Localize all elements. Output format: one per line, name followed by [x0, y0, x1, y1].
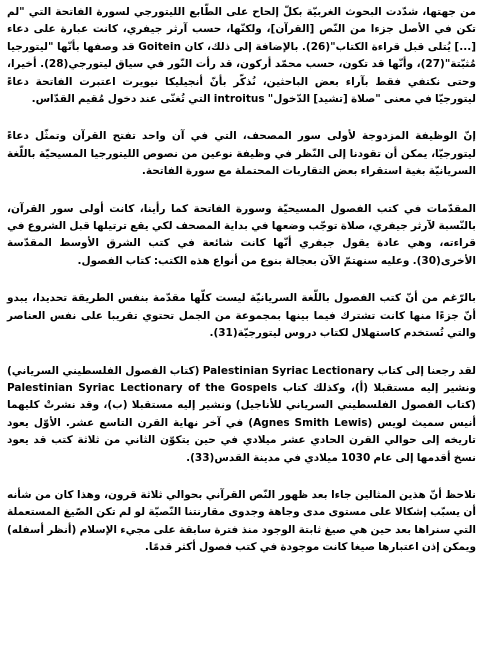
paragraph-syriac-lectionaries: بالرّغم من أنّ كتب الفصول باللّغة السريانيّة ليست كلّها مقدّمة بنفس الطريقة تحديدا، يبدو أنّ جزءًا منها كانت تشترك فيما بينها بمجموعة من الجمل تحتوي تقريبا على نفس العناصر والتي تُستخدم كاستهلال لكتاب دروس ليتورجيّة(31). [7, 292, 476, 340]
paragraph-fatiha-liturgical: من جهتها، شدّدت البحوث الغربيّة بكلّ إلحاح على الطّابع الليتورجي لسورة الفاتحة التي "لم تكن في الأصل جزءا من النّص [القرآن]، ولكنّها، حسب آرثر جيفري، كانت عبارة على دعاء [...] يُتلى قبل قراءة الكتاب"(26). بالإضافة إلى ذلك، كان Goitein قد وصفها بأنّها "ليتورجيا مُثبّتة"(27)، وأنّها قد تكون، حسب محمّد أركون، قد رأت النّور في سياق ليتورجي(28). أخيرا، وحتى نكتفي فقط بآراء بعض الباحثين، نُذكّر بأنّ أنجيليكا نيويرت اعتبرت الفاتحة دعاءً ليتورجيّا في معنى "صلاة [تشيد] الدّخول" introitus التي تُغنّى عند دخول مُقيم القدّاس. [7, 6, 477, 106]
paragraph-dual-function: إنّ الوظيفة المزدوجة لأولى سور المصحف، التي في آن واحد تفتح القرآن وتمثّل دعاءً ليتورجيّا، يمكن أن تقودنا إلى النّظر في وظيفة نوعين من نصوص الليتورجيا المسيحيّة باللّغة السريانيّة بغية استقراء بعض التقاربات المحتملة مع سورة الفاتحة. [7, 130, 476, 178]
paragraph-palestinian-lectionary: لقد رجعنا إلى كتاب Palestinian Syriac Lectionary (كتاب الفصول الفلسطيني السرياني) ونشير إليه مستقبلا (أ)، وكذلك كتاب Palestinian Syriac Lectionary of the Gospels (كتاب الفصول الفلسطيني السرياني للأناجيل) ونشير إليه مستقبلا (ب)، وقد نشرتْ كليهما أنيس سميث لويس (Agnes Smith Lewis) في آخر نهاية القرن التاسع عشر. الأوّل يعود تاريخه إلى حوالي القرن الحادي عشر ميلادي في حين يتكوّن الثاني من ثلاثة كتب قد يعود نسخ أقدمها إلى عام 1030 ميلادي في مدينة القدس(33). [7, 364, 476, 464]
paragraph-lectionary-introductions: المقدّمات في كتب الفصول المسيحيّة وسورة الفاتحة كما رأينا، كانت أولى سور القرآن، بالنّسبة لآرثر جيفري، صلاة توجّب وضعها في بداية المصحف لكي يقع ترتيلها قبل الشروع في قراءته، وهي عادة يقول جيفري أنّها كانت شائعة في كتب الشرق الأوسط المقدّسة الأخرى(30). وعليه سنهتمّ الآن بعجالة بنوع من أنواع هذه الكتب: كتاب الفصول. [7, 202, 476, 267]
paragraph-examples-note: نلاحظ أنّ هذين المثالين جاءا بعد ظهور النّص القرآني بحوالي ثلاثة قرون، وهذا كان من شأنه أن يسبّب إشكالا على مستوى مدى وجاهة وجدوى مقارنتنا النّصيّة لو لم تكن الصّيغ المستعملة التي سنراها بعد حين هي صيغ ثابتة الوجود منذ فترة سابقة على مجيء الإسلام (أنظر أسفله) ويمكن إذن اعتبارها صيغا كانت موجودة في كتب فصول أكثر قدمًا. [7, 488, 476, 554]
